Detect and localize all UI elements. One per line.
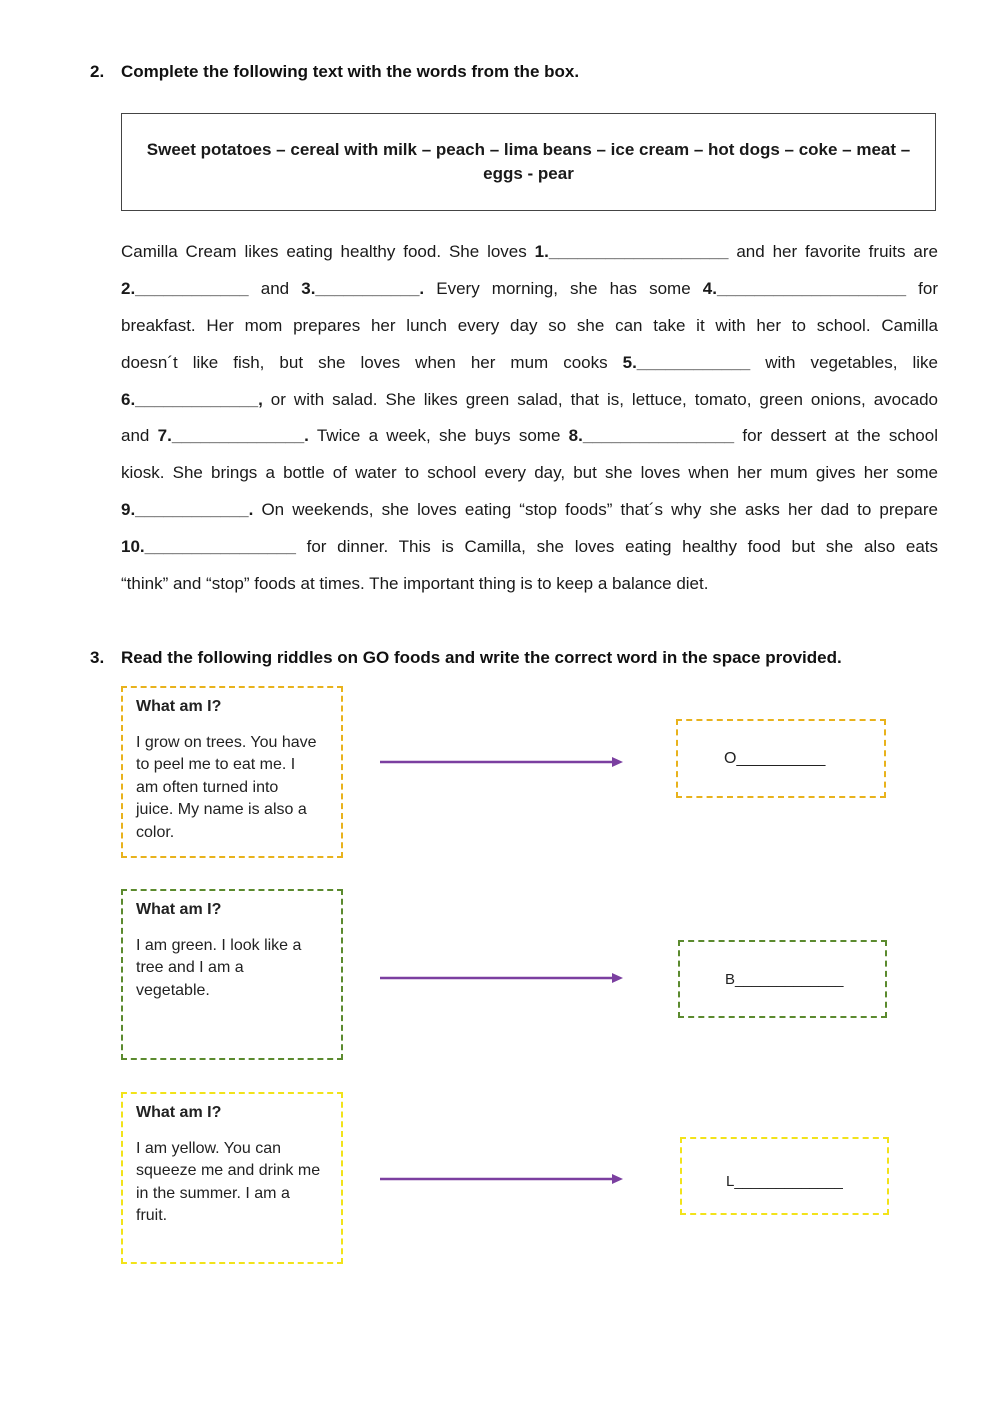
question-3-title bbox=[90, 648, 842, 668]
answer-box-orange[interactable] bbox=[676, 719, 886, 798]
answer-box-green[interactable] bbox=[678, 940, 887, 1018]
story-line-8: 9.____________. On weekends, she loves eating “stop foods” that´s why she asks her dad to prepare bbox=[121, 500, 938, 520]
riddle-line: I am yellow. You can bbox=[136, 1139, 281, 1157]
question-2-title bbox=[90, 62, 579, 82]
blank-7[interactable]: 7.______________. bbox=[157, 426, 309, 446]
riddle-card-green bbox=[121, 889, 343, 1060]
riddle-heading: What am I? bbox=[136, 1104, 222, 1121]
blank-1[interactable]: 1.___________________ bbox=[534, 242, 729, 261]
blank-10[interactable]: 10.________________ bbox=[121, 537, 296, 557]
story-line-1: Camilla Cream likes eating healthy food. She loves 1.___________________ and her favorite fruits are bbox=[121, 242, 938, 261]
story-line-6: and 7.______________. Twice a week, she buys some 8.________________ for dessert at the school bbox=[121, 426, 938, 446]
riddle-heading: What am I? bbox=[136, 901, 222, 918]
answer-blank[interactable]: O__________ bbox=[724, 749, 826, 767]
riddle-line: color. bbox=[136, 823, 175, 841]
question-2-text: Complete the following text with the words from the box. bbox=[121, 62, 580, 81]
blank-6[interactable]: 6._____________, bbox=[121, 389, 263, 409]
blank-4[interactable]: 4.____________________ bbox=[702, 278, 907, 298]
word-box-line-2: eggs - pear bbox=[483, 164, 574, 183]
blank-5[interactable]: 5.____________ bbox=[622, 352, 751, 372]
story-line-10: “think” and “stop” foods at times. The important thing is to keep a balance diet. bbox=[121, 574, 709, 594]
arrow-right-icon bbox=[378, 971, 624, 985]
story-paragraph bbox=[121, 234, 938, 603]
word-box-line-1: Sweet potatoes – cereal with milk – peach – lima beans – ice cream – hot dogs – coke – meat – bbox=[146, 140, 911, 159]
story-line-3: breakfast. Her mom prepares her lunch every day so she can take it with her to school. Camilla bbox=[121, 315, 938, 335]
riddle-line: tree and I am a bbox=[136, 959, 244, 976]
riddle-line: squeeze me and drink me bbox=[136, 1162, 321, 1179]
blank-9[interactable]: 9.____________. bbox=[121, 500, 254, 520]
word-box bbox=[121, 113, 936, 211]
story-line-2: 2.____________ and 3.___________. Every morning, she has some 4.____________________ for bbox=[121, 278, 939, 298]
arrow-right-icon bbox=[378, 1172, 624, 1186]
story-line-4: doesn´t like fish, but she loves when her mum cooks 5.____________ with vegetables, like bbox=[121, 352, 938, 372]
answer-blank[interactable]: B_____________ bbox=[725, 970, 844, 988]
riddle-line: fruit. bbox=[136, 1207, 168, 1224]
riddle-line: to peel me to eat me. I bbox=[136, 756, 296, 773]
riddle-line: vegetable. bbox=[136, 981, 210, 999]
story-line-9: 10.________________ for dinner. This is Camilla, she loves eating healthy food but she also eats bbox=[121, 537, 938, 557]
blank-3[interactable]: 3.___________. bbox=[301, 278, 425, 298]
riddle-line: in the summer. I am a bbox=[136, 1184, 290, 1202]
riddle-heading: What am I? bbox=[136, 698, 222, 715]
answer-blank[interactable]: L_____________ bbox=[726, 1172, 843, 1190]
riddle-line: am often turned into bbox=[136, 778, 279, 796]
question-3-number: 3. bbox=[90, 648, 105, 667]
riddle-card-yellow bbox=[121, 1092, 343, 1264]
question-3-text: Read the following riddles on GO foods and write the correct word in the space provided. bbox=[121, 648, 842, 667]
riddle-line: I grow on trees. You have bbox=[136, 733, 317, 751]
story-line-5: 6._____________, or with salad. She likes green salad, that is, lettuce, tomato, green onions, avocado bbox=[121, 389, 938, 409]
riddle-card-orange bbox=[121, 686, 343, 858]
arrow-right-icon bbox=[378, 755, 624, 769]
answer-box-yellow[interactable] bbox=[680, 1137, 889, 1215]
riddle-line: juice. My name is also a bbox=[136, 801, 307, 818]
question-2-number: 2. bbox=[90, 62, 105, 81]
blank-8[interactable]: 8.________________ bbox=[568, 426, 735, 446]
riddle-line: I am green. I look like a bbox=[136, 936, 302, 954]
story-line-7: kiosk. She brings a bottle of water to school every day, but she loves when her mum gives her some bbox=[121, 463, 938, 483]
blank-2[interactable]: 2.____________ bbox=[121, 278, 249, 298]
